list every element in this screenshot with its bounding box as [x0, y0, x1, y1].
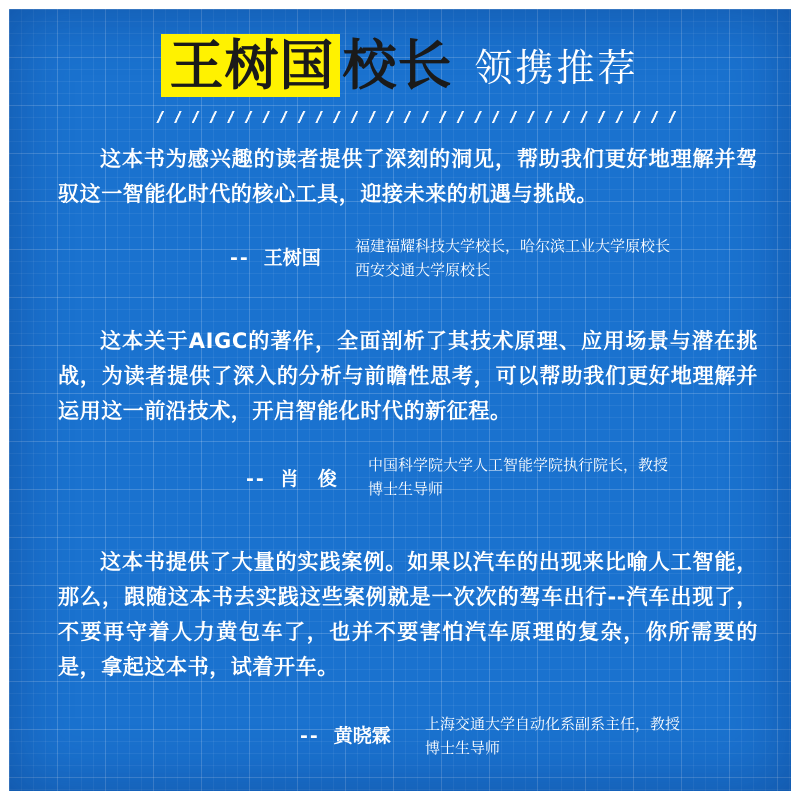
quote-text: 这本书为感兴趣的读者提供了深刻的洞见，帮助我们更好地理解并驾驭这一智能化时代的核心工具，迎接未来的机遇与挑战。	[58, 147, 758, 206]
quote-3-author	[300, 723, 391, 749]
quote-1-author	[230, 245, 321, 271]
affiliation-line: 中国科学院大学人工智能学院执行院长，教授	[368, 456, 669, 474]
author-name: 黄晓霖	[333, 725, 391, 747]
header	[0, 34, 800, 98]
title-rest: 校长	[342, 34, 453, 97]
affiliation-line: 福建福耀科技大学校长，哈尔滨工业大学原校长	[355, 237, 671, 255]
author-name: 肖 俊	[279, 468, 337, 490]
author-dash: --	[230, 247, 250, 269]
page-subtitle: 领携推荐	[474, 46, 639, 90]
quote-3-affiliation	[425, 712, 680, 760]
quote-text: 这本书提供了大量的实践案例。如果以汽车的出现来比喻人工智能，那么，跟随这本书去实践这些案例就是一次次的驾车出行--汽车出现了，不要再守着人力黄包车了，也并不要害怕汽车原理的复杂，你所需要的是，拿起这本书，试着开车。	[58, 550, 758, 679]
affiliation-line: 西安交通大学原校长	[355, 261, 491, 279]
slash-divider	[152, 111, 682, 123]
affiliation-line: 上海交通大学自动化系副系主任，教授	[425, 715, 681, 733]
quote-2-author	[246, 466, 337, 492]
page-title	[161, 34, 452, 98]
title-highlight: 王树国	[161, 34, 340, 97]
quote-text: 这本关于AIGC的著作，全面剖析了其技术原理、应用场景与潜在挑战，为读者提供了深入的分析与前瞻性思考，可以帮助我们更好地理解并运用这一前沿技术，开启智能化时代的新征程。	[58, 329, 758, 423]
author-dash: --	[300, 725, 320, 747]
quote-2-affiliation	[368, 453, 668, 501]
quote-3	[58, 545, 758, 685]
quote-1-affiliation	[355, 234, 670, 282]
affiliation-line: 博士生导师	[368, 480, 444, 498]
quote-1	[58, 142, 758, 212]
quote-2	[58, 324, 758, 429]
author-dash: --	[246, 468, 266, 490]
affiliation-line: 博士生导师	[425, 739, 501, 757]
author-name: 王树国	[263, 247, 321, 269]
